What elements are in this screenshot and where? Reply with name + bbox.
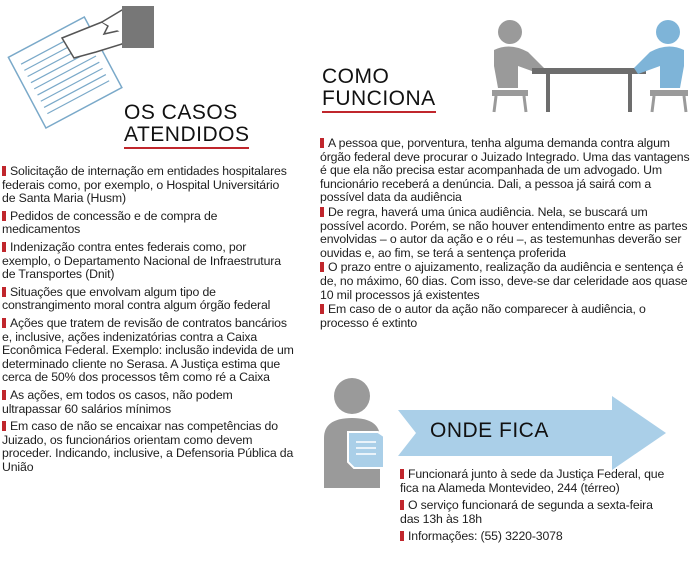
list-item: O prazo entre o ajuizamento, realização da audiência e sentença é de, no máximo, 60 dias. Com isso, deve-se dar celeridade aos quase 10 mil processos já existentes [320, 260, 688, 302]
list-item: Informações: (55) 3220-3078 [400, 530, 670, 544]
bullet-marker [320, 207, 324, 217]
list-item: Ações que tratem de revisão de contratos bancários e, inclusive, ações indenizatórias contra a Caixa Econômica Federal. Exemplo: inclusão indevida de um determinado cliente no Serasa. A Justiça estima que cerca de 50% dos processos têm como ré a Caixa [2, 315, 294, 385]
list-item: A pessoa que, porventura, tenha alguma demanda contra algum órgão federal deve procurar o Juizado Integrado. Uma das vantagens é que ela não precisa estar acompanhada de um advogado. Um funcionário receberá a denúncia. Dali, a pessoa já sairá com a possível data da audiência [320, 136, 690, 205]
bullet-marker [320, 304, 324, 314]
bullet-marker [320, 262, 324, 272]
list-item: Em caso de não se encaixar nas competências do Juizado, os funcionários orientam como devem proceder. Indicando, inclusive, a Defensoria Pública da União [2, 419, 294, 474]
bullet-marker [2, 166, 6, 176]
bullet-marker [2, 318, 6, 328]
bullet-marker [400, 500, 404, 510]
list-item: De regra, haverá uma única audiência. Nela, se buscará um possível acordo. Porém, se não houver entendimento entre as partes envolvidas – o autor da ação e o réu –, as testemunhas deverão ser ouvidas e, ao fim, se terá a sentença proferida [320, 204, 688, 260]
bullet-marker [2, 287, 6, 297]
funciona-title [322, 66, 436, 113]
list-item: As ações, em todos os casos, não podem ultrapassar 60 salários mínimos [2, 387, 233, 416]
bullet-marker [2, 242, 6, 252]
bullet-marker [2, 421, 6, 431]
list-item: O serviço funcionará de segunda a sexta-feira das 13h às 18h [400, 498, 653, 526]
list-item: Pedidos de concessão e de compra de medicamentos [2, 208, 218, 237]
bullet-marker [320, 138, 324, 148]
funciona-list [320, 137, 690, 331]
meeting-table-icon [488, 6, 693, 114]
funciona-title-line1: COMO [322, 65, 390, 88]
list-item: Em caso de o autor da ação não comparecer à audiência, o processo é extinto [320, 302, 646, 330]
casos-section [0, 0, 300, 583]
bullet-marker [400, 531, 404, 541]
bullet-marker [400, 469, 404, 479]
onde-list [400, 468, 670, 548]
casos-list [2, 165, 294, 478]
funciona-section [312, 0, 696, 583]
casos-title [124, 102, 249, 149]
list-item: Funcionará junto à sede da Justiça Federal, que fica na Alameda Montevideo, 244 (térreo) [400, 467, 665, 495]
list-item: Situações que envolvam algum tipo de constrangimento moral contra algum órgão federal [2, 284, 271, 313]
onde-banner [398, 396, 668, 470]
casos-title-line1: OS CASOS [124, 101, 238, 124]
list-item: Solicitação de internação em entidades hospitalares federais como, por exemplo, o Hospital Universitário de Santa Maria (Husm) [2, 164, 287, 206]
funciona-title-line2: FUNCIONA [322, 88, 436, 113]
bullet-marker [2, 390, 6, 400]
person-icon [318, 376, 404, 488]
bullet-marker [2, 211, 6, 221]
list-item: Indenização contra entes federais como, por exemplo, o Departamento Nacional de Infraestrutura de Transportes (Dnit) [2, 239, 281, 282]
onde-title: ONDE FICA [430, 419, 549, 442]
casos-title-line2: ATENDIDOS [124, 124, 249, 149]
